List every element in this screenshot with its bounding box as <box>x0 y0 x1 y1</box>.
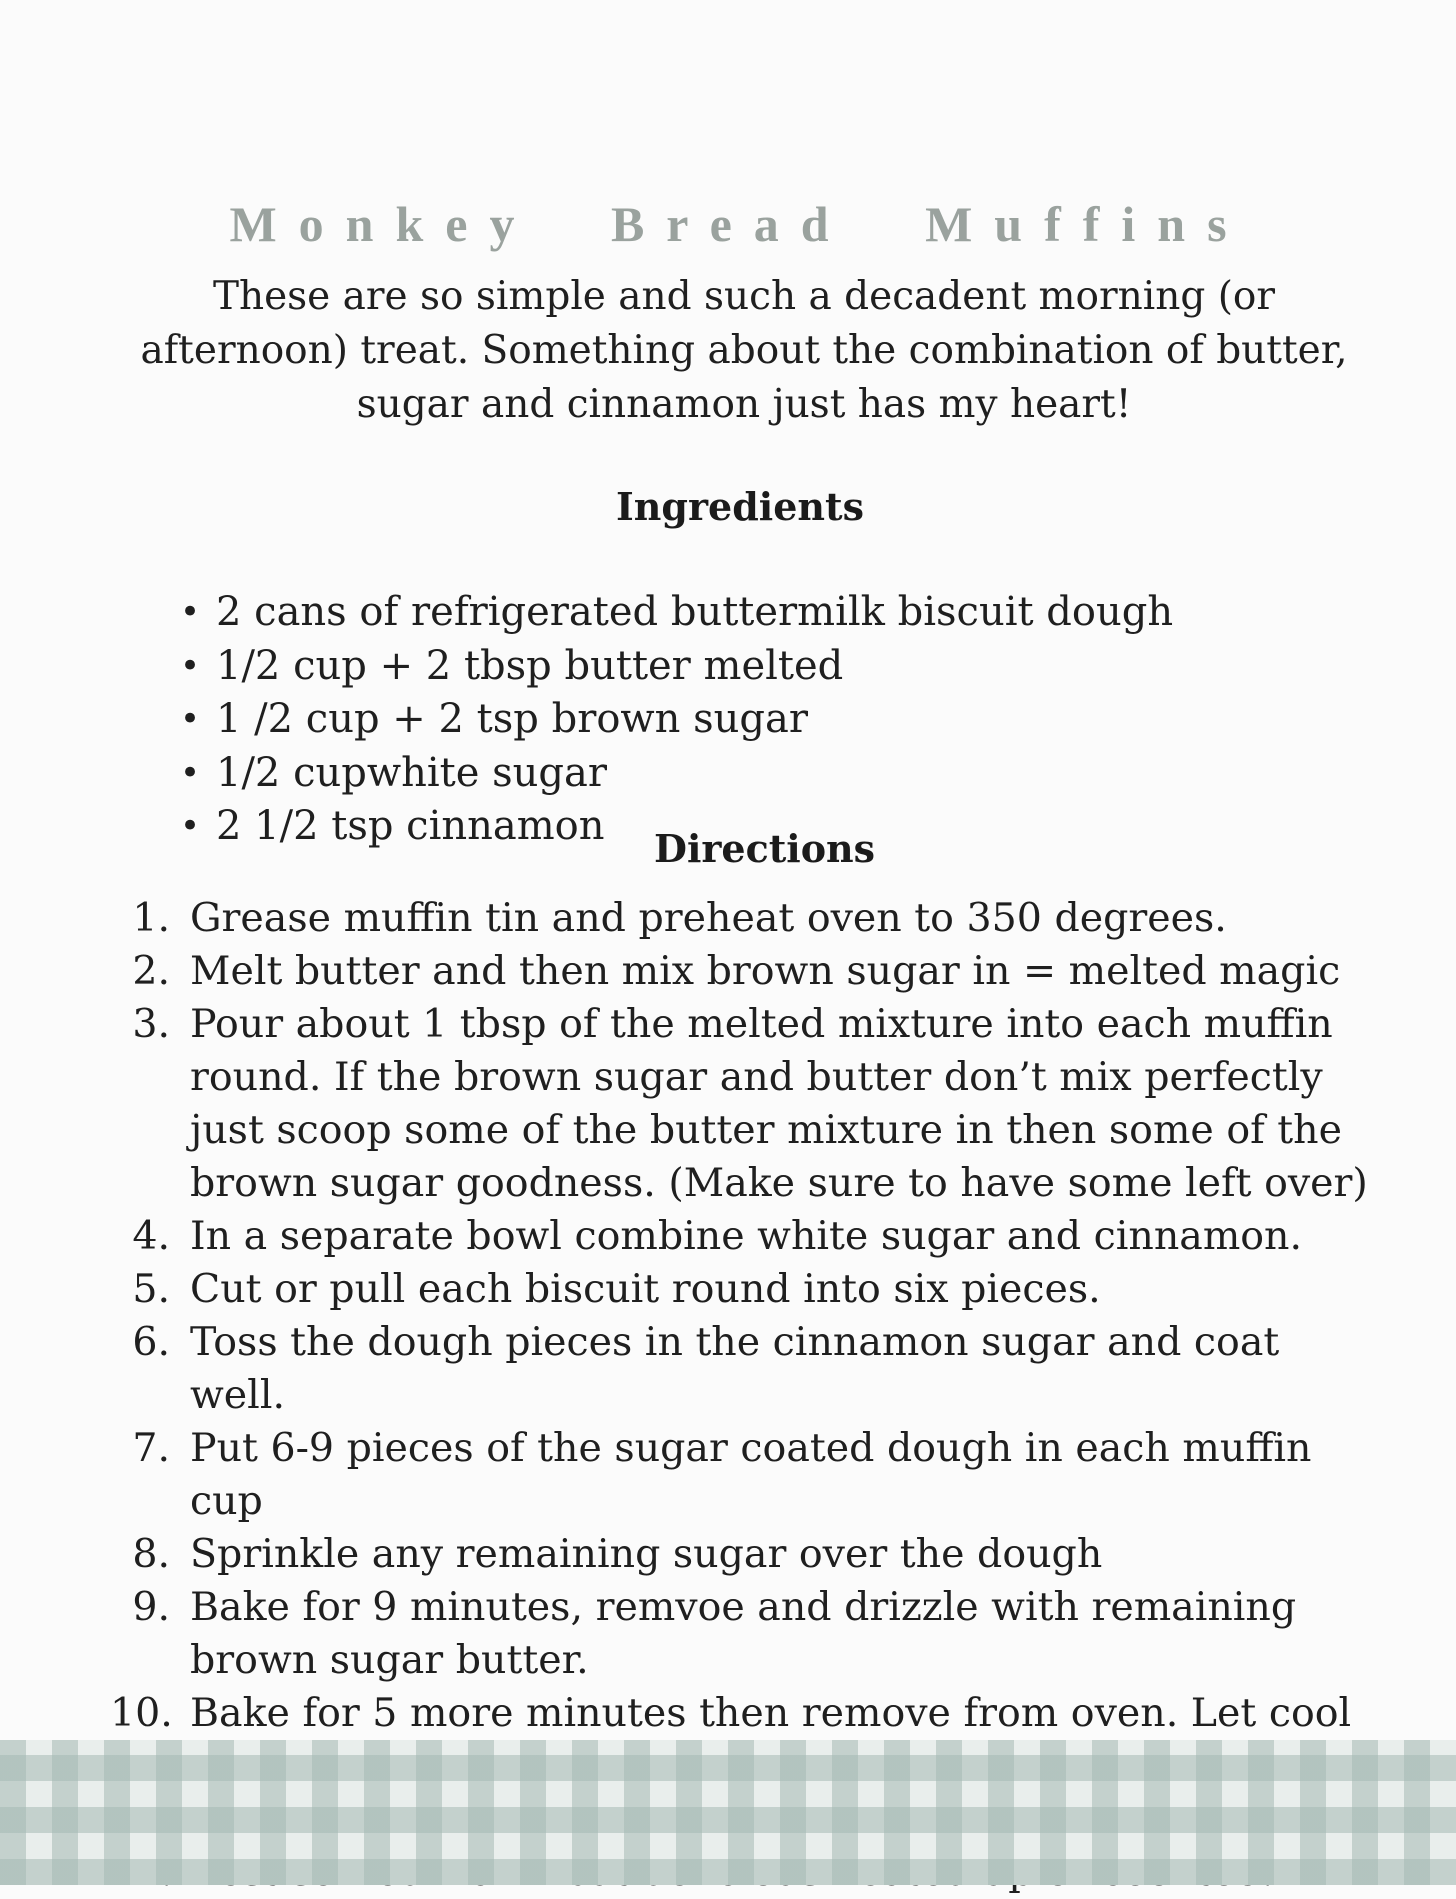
ingredient-item <box>180 747 1316 801</box>
recipe-title: Monkey Bread Muffins <box>229 195 1249 252</box>
direction-step <box>120 1263 1380 1316</box>
step-number: 4. <box>132 1213 170 1259</box>
recipe-intro: These are so simple and such a decadent morning (or afternoon) treat. Something about the combination of butter, sugar and cinnamon just has my heart! <box>140 274 1348 427</box>
step-number: 2. <box>132 948 170 994</box>
bullet-icon: • <box>180 752 201 793</box>
step-number: 6. <box>132 1319 170 1365</box>
step-number: 10. <box>110 1690 173 1736</box>
ingredient-text: 2 1/2 tsp cinnamon <box>216 803 605 849</box>
step-number: 7. <box>132 1425 170 1471</box>
bullet-icon: • <box>180 699 201 739</box>
ingredient-item <box>180 640 1316 694</box>
step-text: Bake for 5 more minutes then remove from oven. Let cool <box>190 1690 1352 1736</box>
direction-step <box>120 1422 1380 1528</box>
ingredient-text: 1/2 cupwhite sugar <box>216 749 607 796</box>
step-number: 3. <box>132 1001 170 1047</box>
bullet-icon: • <box>180 592 201 632</box>
step-text: Sprinkle any remaining sugar over the dough <box>190 1531 1103 1577</box>
ingredients-heading: Ingredients <box>616 484 864 529</box>
ingredients-list <box>180 586 1316 854</box>
step-number: 5. <box>132 1266 170 1312</box>
step-text: Bake for 9 minutes, remvoe and drizzle with remaining brown sugar butter. <box>190 1584 1297 1683</box>
direction-step <box>120 945 1380 998</box>
step-number: 1. <box>132 895 170 941</box>
direction-step <box>120 1581 1380 1687</box>
step-text: Pour about 1 tbsp of the melted mixture into each muffin round. If the brown sugar and butter don’t mix perfectly just scoop some of the butter mixture in then some of the brown sugar goodness. (Make sure to have some left over) <box>190 1001 1368 1206</box>
ingredient-text: 2 cans of refrigerated buttermilk biscuit dough <box>216 589 1174 635</box>
direction-step <box>120 1528 1380 1581</box>
step-number: 8. <box>132 1531 170 1577</box>
direction-step <box>120 998 1380 1210</box>
bullet-icon: • <box>180 645 201 686</box>
directions-heading: Directions <box>654 826 876 871</box>
step-text: Grease muffin tin and preheat oven to 350 degrees. <box>190 895 1227 941</box>
ingredient-text: 1 /2 cup + 2 tsp brown sugar <box>216 696 808 742</box>
step-text: Melt butter and then mix brown sugar in = melted magic <box>190 948 1341 994</box>
gingham-border <box>0 1740 1456 1885</box>
bullet-icon: • <box>180 806 201 846</box>
ingredient-item <box>180 586 1316 640</box>
direction-step <box>120 892 1380 945</box>
step-number: 9. <box>132 1584 170 1630</box>
step-text: Put 6-9 pieces of the sugar coated dough in each muffin cup <box>190 1425 1312 1524</box>
step-text: Toss the dough pieces in the cinnamon sugar and coat well. <box>190 1319 1280 1418</box>
ingredient-text: 1/2 cup + 2 tbsp butter melted <box>216 642 844 689</box>
step-text: Cut or pull each biscuit round into six pieces. <box>190 1266 1101 1312</box>
direction-step <box>120 1316 1380 1422</box>
ingredient-item <box>180 693 1316 747</box>
step-text: In a separate bowl combine white sugar and cinnamon. <box>190 1213 1303 1259</box>
direction-step <box>120 1210 1380 1263</box>
